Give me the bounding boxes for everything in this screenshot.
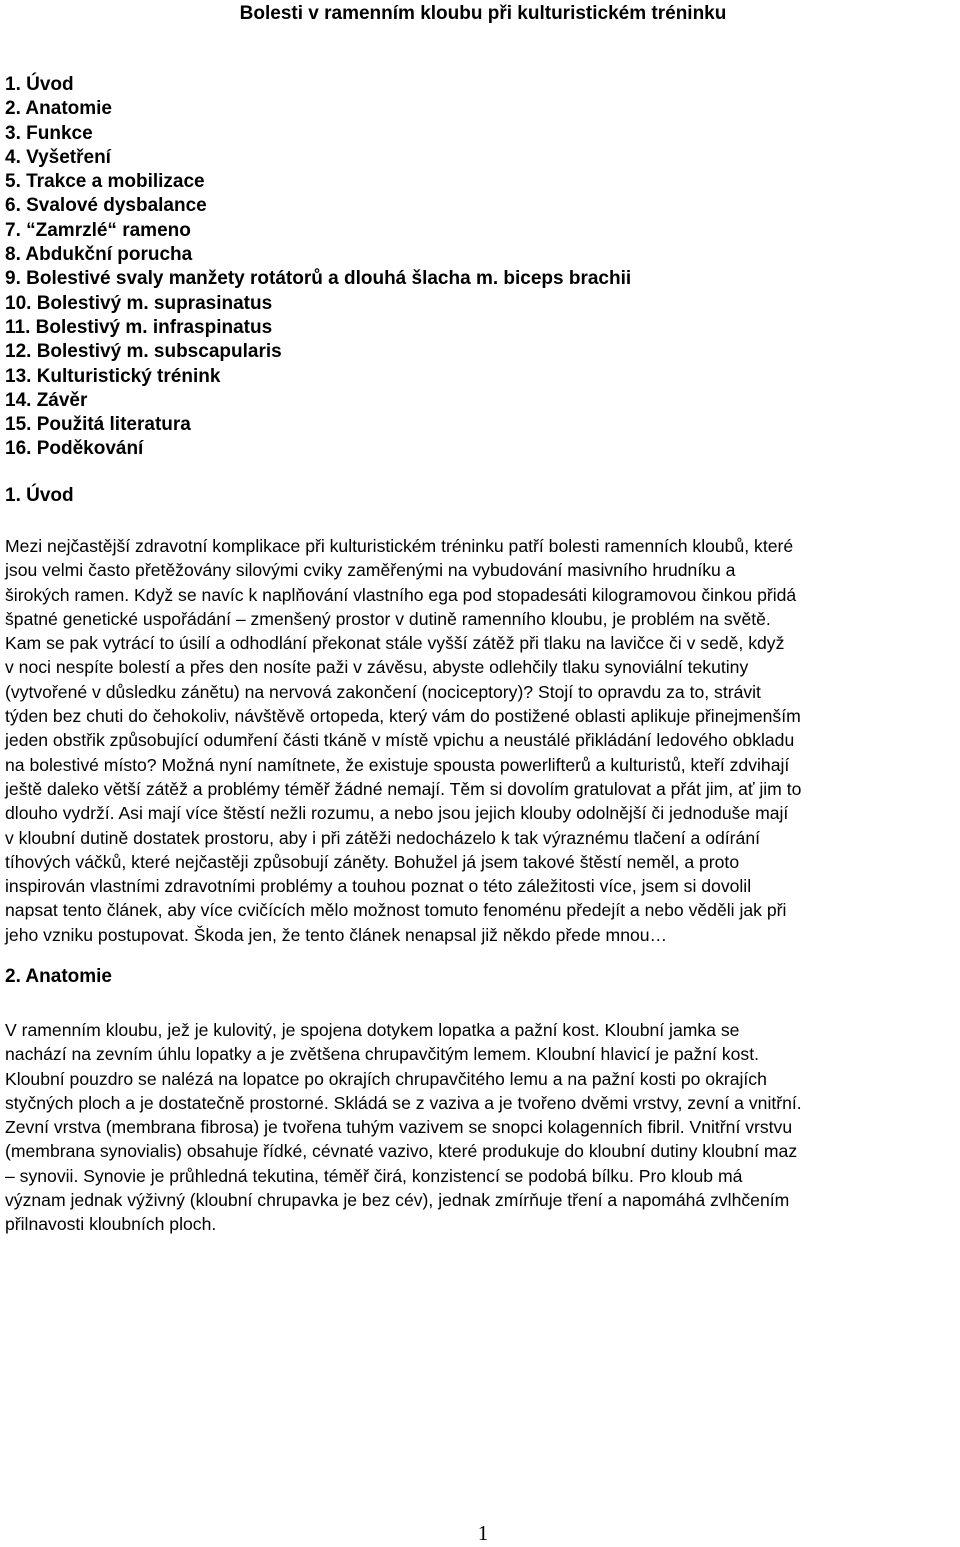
paragraph-line: Mezi nejčastější zdravotní komplikace při kulturistickém tréninku patří bolesti ramenních kloubů, které: [5, 536, 794, 556]
toc-item: 1. Úvod: [5, 74, 74, 95]
toc-item: 14. Závěr: [5, 389, 88, 411]
paragraph-line: ještě daleko větší zátěž a problémy téměř žádné nemají. Těm si dovolím gratulovat a přát jim, ať jim to: [5, 778, 802, 799]
toc-item: 13. Kulturistický trénink: [5, 365, 221, 387]
toc-item: 12. Bolestivý m. subscapularis: [5, 341, 282, 363]
paragraph-line: jsou velmi často přetěžovány silovými cviky zaměřenými na vybudování masivního hrudníku a: [5, 560, 736, 581]
toc-item: 4. Vyšetření: [5, 146, 111, 168]
paragraph-line: Zevní vrstva (membrana fibrosa) je tvořena tuhým vazivem se snopci kolagenních fibril. Vnitřní vrstvu: [5, 1117, 793, 1138]
toc-item: 6. Svalové dysbalance: [5, 195, 207, 217]
toc-item: 9. Bolestivé svaly manžety rotátorů a dlouhá šlacha m. biceps brachii: [5, 268, 632, 290]
paragraph-line: dlouho vydrží. Asi mají více štěstí nežli rozumu, a nebo jsou jejich klouby odolnější či jednoduše mají: [5, 803, 789, 824]
paragraph-line: Kam se pak vytrácí to úsilí a odhodlání překonat stále vyšší zátěž při tlaku na lavičce či v sedě, když: [5, 633, 785, 654]
paragraph-line: špatné genetické uspořádání – zmenšený prostor v dutině ramenního kloubu, je problém na světě.: [5, 608, 771, 629]
paragraph-line: jeho vzniku postupovat. Škoda jen, že tento článek nenapsal již někdo přede mnou…: [5, 924, 668, 945]
toc-item: 15. Použitá literatura: [5, 414, 191, 436]
paragraph-line: význam jednak výživný (kloubní chrupavka je bez cév), jednak zmírňuje tření a napomáhá zvlhčením: [5, 1190, 790, 1211]
table-of-contents: [5, 73, 631, 462]
section-paragraph-anatomie: [5, 1018, 960, 1237]
paragraph-line: (vytvořené v důsledku zánětu) na nervová zakončení (nociceptory)? Stojí to opravdu za to, strávit: [5, 681, 761, 702]
page-number: 1: [477, 1521, 489, 1545]
paragraph-line: napsat tento článek, aby více cvičících mělo možnost tomuto fenoménu předejít a nebo věděli jak při: [5, 900, 787, 921]
toc-item: 7. “Zamrzlé“ rameno: [5, 219, 191, 241]
section-heading-uvod: 1. Úvod: [5, 485, 74, 506]
toc-item: 2. Anatomie: [5, 98, 112, 120]
paragraph-line: na bolestivé místo? Možná nyní namítnete, že existuje spousta powerlifterů a kulturistů, kteří zdvihají: [5, 754, 790, 775]
paragraph-line: v kloubní dutině dostatek prostoru, aby i při zátěži nedocházelo k tak výraznému tlačení a odírání: [5, 827, 761, 848]
toc-item: 11. Bolestivý m. infraspinatus: [5, 316, 273, 338]
paragraph-line: nachází na zevním úhlu lopatky a je zvětšena chrupavčitým lemem. Kloubní hlavicí je pažní kost.: [5, 1044, 759, 1065]
paragraph-line: v noci nespíte bolestí a přes den nosíte paži v závěsu, abyste odlehčily tlaku synoviální tekutiny: [5, 657, 749, 678]
section-heading-anatomie: 2. Anatomie: [5, 966, 112, 987]
paragraph-line: V ramenním kloubu, jež je kulovitý, je spojena dotykem lopatka a pažní kost. Kloubní jamka se: [5, 1020, 740, 1040]
paragraph-line: (membrana synovialis) obsahuje řídké, cévnaté vazivo, které produkuje do kloubní dutiny kloubní maz: [5, 1141, 798, 1162]
paragraph-line: – synovii. Synovie je průhledná tekutina, téměř čirá, konzistencí se podobá bílku. Pro kloub má: [5, 1165, 743, 1186]
toc-item: 5. Trakce a mobilizace: [5, 171, 205, 193]
paragraph-line: inspirován vlastními zdravotními problémy a touhou poznat o této záležitosti více, jsem si dovolil: [5, 876, 752, 897]
toc-item: 8. Abdukční porucha: [5, 244, 193, 266]
paragraph-line: přilnavosti kloubních ploch.: [5, 1214, 217, 1235]
paragraph-line: jeden obstřik způsobující odumření části tkáně v místě vpichu a neustálé přikládání ledového obkladu: [5, 730, 795, 751]
paragraph-line: Kloubní pouzdro se nalézá na lopatce po okrajích chrupavčitého lemu a na pažní kosti po okrajích: [5, 1068, 767, 1089]
toc-item: 3. Funkce: [5, 122, 93, 144]
page-title: Bolesti v ramenním kloubu při kulturistickém tréninku: [239, 3, 727, 24]
paragraph-line: tíhových váčků, které nejčastěji způsobují záněty. Bohužel já jsem takové štěstí neměl, a proto: [5, 851, 740, 872]
paragraph-line: styčných ploch a je dostatečně prostorné. Skládá se z vaziva a je tvořeno dvěmi vrstvy, zevní a vnitřní.: [5, 1092, 802, 1113]
toc-item: 10. Bolestivý m. suprasinatus: [5, 292, 273, 314]
section-paragraph-uvod: [5, 534, 960, 947]
paragraph-line: širokých ramen. Když se navíc k naplňování vlastního ega pod stopadesáti kilogramovou činkou přidá: [5, 584, 797, 605]
toc-item: 16. Poděkování: [5, 438, 144, 460]
paragraph-line: týden bez chuti do čehokoliv, návštěvě ortopeda, který vám do postižené oblasti aplikuje přinejmenším: [5, 706, 801, 727]
